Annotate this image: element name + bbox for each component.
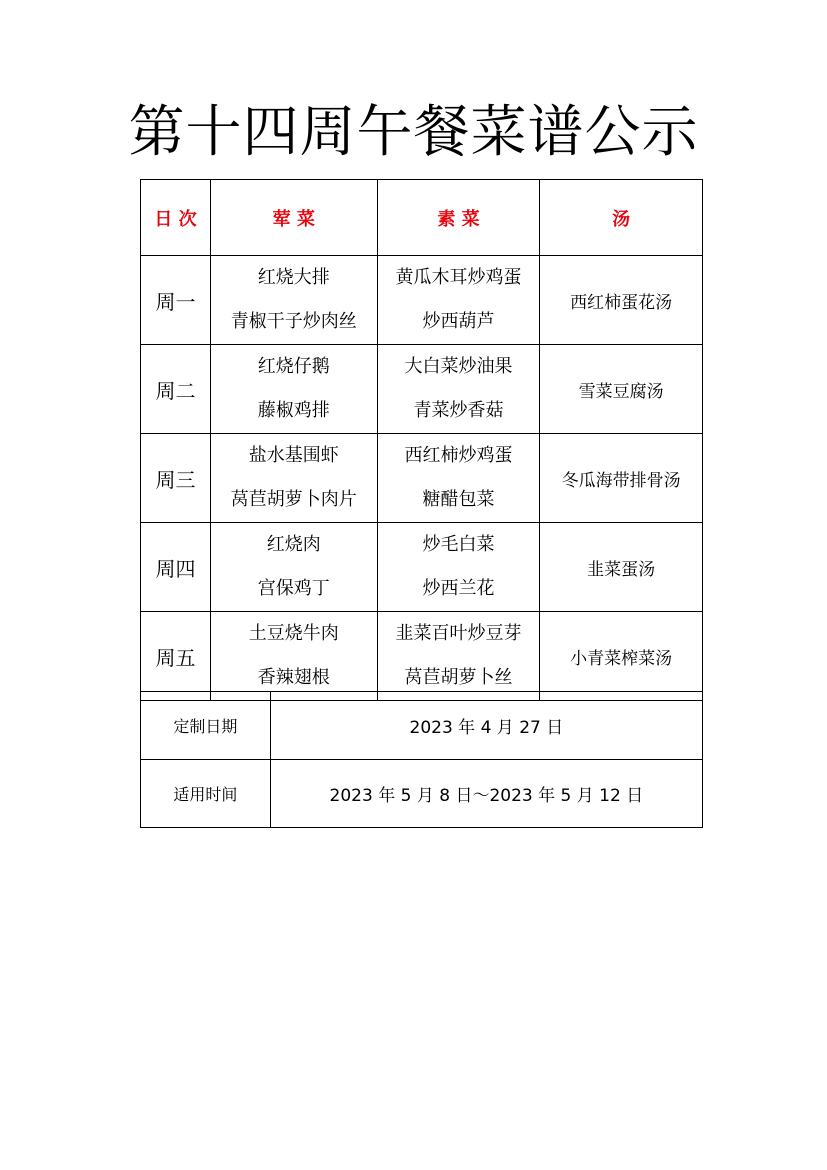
- table-row: [141, 523, 703, 612]
- veg-cell: [377, 345, 540, 434]
- meat-dish: 盐水基围虾: [248, 445, 339, 466]
- veg-cell: [377, 523, 540, 612]
- meat-cell: [210, 256, 377, 345]
- day-cell: 周五: [141, 612, 211, 701]
- table-row: [141, 434, 703, 523]
- header-meat: 荤 菜: [210, 180, 377, 256]
- meat-cell: [210, 345, 377, 434]
- header-soup: 汤: [540, 180, 703, 256]
- soup-cell: 雪菜豆腐汤: [540, 345, 703, 434]
- veg-dish: 大白菜炒油果: [404, 356, 513, 377]
- page-title: 第十四周午餐菜谱公示: [128, 100, 699, 165]
- meat-cell: [210, 434, 377, 523]
- veg-dish: 西红柿炒鸡蛋: [404, 445, 513, 466]
- made-date-label: 定制日期: [141, 692, 271, 760]
- veg-dish: 糖醋包菜: [422, 489, 495, 510]
- table-row: [141, 612, 703, 701]
- menu-table: [140, 179, 703, 701]
- veg-dish: 莴苣胡萝卜丝: [404, 667, 513, 688]
- meat-cell: [210, 523, 377, 612]
- header-veg: 素 菜: [377, 180, 540, 256]
- apply-period-row: [141, 760, 703, 828]
- meat-dish: 红烧大排: [257, 267, 330, 288]
- soup-cell: 冬瓜海带排骨汤: [540, 434, 703, 523]
- veg-dish: 炒西葫芦: [422, 311, 495, 332]
- meat-dish: 藤椒鸡排: [257, 400, 330, 421]
- day-cell: 周三: [141, 434, 211, 523]
- day-cell: 周二: [141, 345, 211, 434]
- made-date-row: [141, 692, 703, 760]
- info-table: [140, 691, 703, 828]
- made-date-value: 2023 年 4 月 27 日: [270, 692, 702, 760]
- apply-period-value: 2023 年 5 月 8 日～2023 年 5 月 12 日: [270, 760, 702, 828]
- meat-dish: 土豆烧牛肉: [248, 623, 339, 644]
- meat-cell: [210, 612, 377, 701]
- veg-cell: [377, 612, 540, 701]
- meat-dish: 青椒干子炒肉丝: [230, 311, 357, 332]
- soup-cell: 韭菜蛋汤: [540, 523, 703, 612]
- veg-dish: 黄瓜木耳炒鸡蛋: [395, 267, 522, 288]
- day-cell: 周四: [141, 523, 211, 612]
- meat-dish: 红烧肉: [266, 534, 321, 555]
- veg-cell: [377, 434, 540, 523]
- day-cell: 周一: [141, 256, 211, 345]
- meat-dish: 香辣翅根: [257, 667, 330, 688]
- veg-dish: 青菜炒香菇: [413, 400, 504, 421]
- soup-cell: 小青菜榨菜汤: [540, 612, 703, 701]
- veg-dish: 韭菜百叶炒豆芽: [395, 623, 522, 644]
- table-header-row: [141, 180, 703, 256]
- table-row: [141, 256, 703, 345]
- header-day: 日 次: [141, 180, 211, 256]
- table-row: [141, 345, 703, 434]
- meat-dish: 莴苣胡萝卜肉片: [230, 489, 357, 510]
- veg-dish: 炒毛白菜: [422, 534, 495, 555]
- meat-dish: 红烧仔鹅: [257, 356, 330, 377]
- soup-cell: 西红柿蛋花汤: [540, 256, 703, 345]
- veg-cell: [377, 256, 540, 345]
- meat-dish: 宫保鸡丁: [257, 578, 330, 599]
- veg-dish: 炒西兰花: [422, 578, 495, 599]
- apply-period-label: 适用时间: [141, 760, 271, 828]
